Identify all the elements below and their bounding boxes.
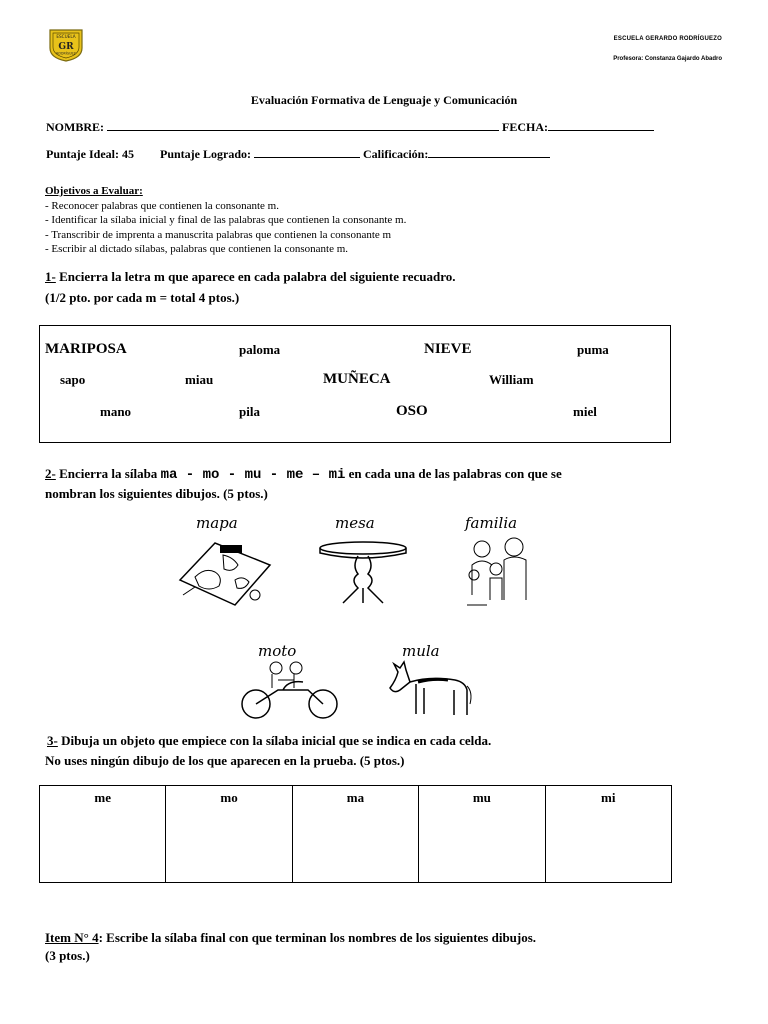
school-name: ESCUELA GERARDO RODRÍGUEZO [613, 36, 722, 42]
q3-instruction: 3- Dibuja un objeto que empiece con la sílaba inicial que se indica en cada celda. [47, 733, 492, 748]
nombre-field[interactable] [107, 119, 499, 131]
logo-text-bottom: RODRÍGUEZ [56, 51, 76, 56]
cell-label: mi [601, 790, 616, 805]
cell-label: me [94, 790, 111, 805]
cell-mu[interactable] [419, 786, 545, 883]
motorcycle-icon [238, 660, 343, 722]
cell-label: mo [220, 790, 238, 805]
family-icon [462, 535, 537, 610]
word[interactable]: sapo [60, 372, 86, 387]
caption-mapa: mapa [196, 514, 238, 532]
cell-me[interactable] [40, 786, 166, 883]
objective-item: - Identificar la sílaba inicial y final de las palabras que contienen la consonante m. [45, 214, 407, 226]
objective-item: - Reconocer palabras que contienen la consonante m. [45, 199, 279, 212]
page-title: Evaluación Formativa de Lenguaje y Comunicación [250, 93, 518, 107]
caption-moto: moto [258, 642, 297, 660]
objectives-heading: Objetivos a Evaluar: [45, 185, 143, 197]
teacher-name: Profesora: Constanza Gajardo Abadro [613, 56, 722, 62]
name-date-row [46, 119, 654, 135]
nombre-label: NOMBRE: [46, 120, 104, 134]
cell-mo[interactable] [166, 786, 292, 883]
calificacion-field[interactable] [428, 146, 550, 158]
word[interactable]: puma [577, 342, 609, 357]
mule-icon [388, 660, 476, 720]
word[interactable]: MARIPOSA [45, 341, 127, 357]
calificacion-label: Calificación: [363, 147, 429, 161]
table-icon [318, 538, 408, 608]
logo-text-initials: GR [58, 42, 74, 52]
word[interactable]: paloma [239, 342, 281, 357]
school-logo [47, 28, 85, 62]
objective-item: - Escribir al dictado sílabas, palabras que contienen la consonante m. [45, 243, 349, 255]
logo-text-top: ESCUELA [56, 34, 76, 39]
word[interactable]: miau [185, 372, 214, 387]
puntaje-ideal: Puntaje Ideal: 45 [46, 147, 134, 161]
word-box [39, 325, 671, 443]
objectives [45, 184, 406, 257]
cell-ma[interactable] [292, 786, 418, 883]
word[interactable]: OSO [396, 403, 428, 419]
word[interactable]: NIEVE [424, 341, 472, 357]
q3-instruction-line2: No uses ningún dibujo de los que aparecen en la prueba. (5 ptos.) [45, 753, 405, 768]
word[interactable]: mano [100, 404, 132, 419]
q1-points: (1/2 pto. por cada m = total 4 ptos.) [45, 290, 240, 305]
q1-instruction: 1- Encierra la letra m que aparece en cada palabra del siguiente recuadro. [45, 269, 456, 284]
syllable-table [39, 785, 672, 883]
q4-points: (3 ptos.) [45, 948, 90, 963]
map-icon [175, 535, 275, 610]
q2-instruction-line2: nombran los siguientes dibujos. (5 ptos.) [45, 486, 268, 501]
objective-item: - Transcribir de imprenta a manuscrita palabras que contienen la consonante m [45, 228, 392, 241]
cell-mi[interactable] [545, 786, 671, 883]
puntaje-logrado-field[interactable] [254, 146, 360, 158]
q4-instruction: Item N° 4: Escribe la sílaba final con que terminan los nombres de los siguientes dibujos. [45, 930, 537, 945]
cell-label: mu [472, 790, 491, 805]
caption-mula: mula [402, 642, 440, 660]
fecha-field[interactable] [548, 119, 654, 131]
caption-familia: familia [465, 514, 518, 532]
caption-mesa: mesa [335, 514, 375, 532]
puntaje-logrado-label: Puntaje Logrado: [160, 147, 251, 161]
cell-label: ma [346, 790, 365, 805]
word[interactable]: MUÑECA [323, 371, 391, 387]
fecha-label: FECHA: [502, 120, 548, 134]
q2-instruction: 2- Encierra la sílaba ma - mo - mu - me – mi en cada una de las palabras con que se [45, 466, 562, 483]
word[interactable]: miel [573, 404, 597, 419]
word[interactable]: pila [239, 404, 260, 419]
word[interactable]: William [489, 372, 534, 387]
score-row [46, 146, 550, 162]
